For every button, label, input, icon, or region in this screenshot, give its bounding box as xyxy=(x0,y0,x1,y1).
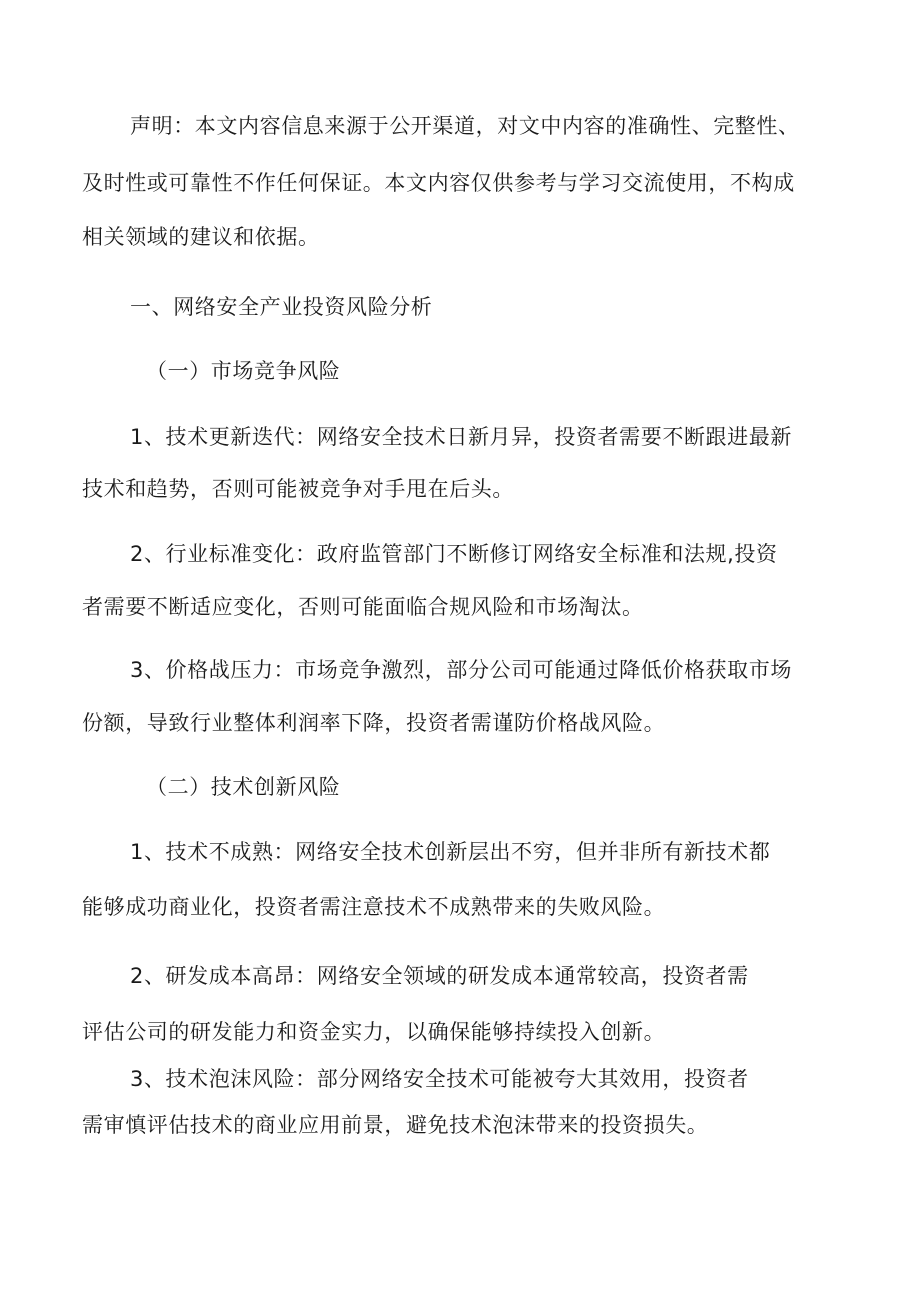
paragraph-line: 2、行业标准变化：政府监管部门不断修订网络安全标准和法规,投资 xyxy=(130,542,778,566)
paragraph-line: 2、研发成本高昂：网络安全领域的研发成本通常较高，投资者需 xyxy=(130,964,749,988)
subsection-heading-market: （一）市场竞争风险 xyxy=(146,359,341,383)
paragraph-line: 技术和趋势，否则可能被竞争对手甩在后头。 xyxy=(82,477,514,501)
paragraph-line: 1、技术不成熟：网络安全技术创新层出不穷，但并非所有新技术都 xyxy=(130,840,771,864)
paragraph-line: 份额，导致行业整体利润率下降，投资者需谨防价格战风险。 xyxy=(82,711,666,735)
paragraph-line: 者需要不断适应变化，否则可能面临合规风险和市场淘汰。 xyxy=(82,595,644,619)
disclaimer-line-2: 及时性或可靠性不作任何保证。本文内容仅供参考与学习交流使用，不构成 xyxy=(82,171,795,195)
paragraph-line: 需审慎评估技术的商业应用前景，避免技术泡沫带来的投资损失。 xyxy=(82,1113,709,1137)
disclaimer-line-1: 声明：本文内容信息来源于公开渠道，对文中内容的准确性、完整性、 xyxy=(130,114,800,138)
paragraph-line: 能够成功商业化，投资者需注意技术不成熟带来的失败风险。 xyxy=(82,895,666,919)
disclaimer-line-3: 相关领域的建议和依据。 xyxy=(82,225,320,249)
section-heading: 一、网络安全产业投资风险分析 xyxy=(130,295,433,319)
paragraph-line: 1、技术更新迭代：网络安全技术日新月异，投资者需要不断跟进最新 xyxy=(130,425,792,449)
paragraph-line: 3、技术泡沫风险：部分网络安全技术可能被夸大其效用，投资者 xyxy=(130,1067,749,1091)
paragraph-line: 评估公司的研发能力和资金实力，以确保能够持续投入创新。 xyxy=(82,1020,666,1044)
paragraph-line: 3、价格战压力：市场竞争激烈，部分公司可能通过降低价格获取市场 xyxy=(130,658,792,682)
subsection-heading-tech: （二）技术创新风险 xyxy=(146,775,341,799)
